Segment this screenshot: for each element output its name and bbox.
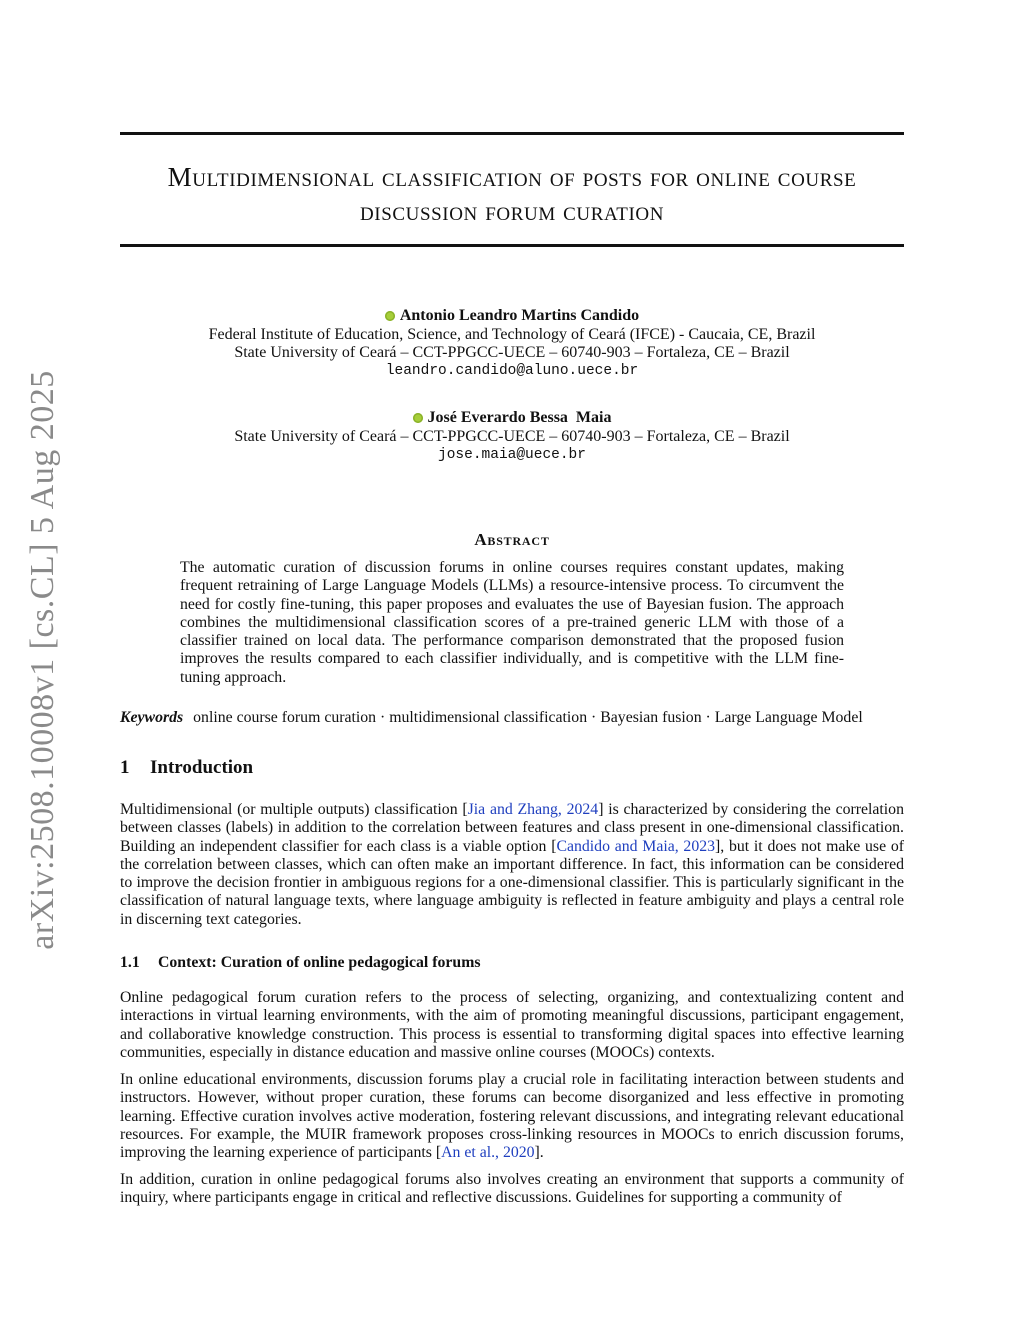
arxiv-identifier[interactable]: arXiv:2508.10008v1 [cs.CL] 5 Aug 2025 bbox=[24, 370, 61, 950]
abstract-text: The automatic curation of discussion forums in online courses requires constant updates, making frequent retraining of Large Language Models (LLMs) a resource-intensive process. To circumvent the need for costly fine-tuning, this paper proposes and evaluates the use of Bayesian fusion. The approach combines the multidimensional classification scores of a pre-trained generic LLM with those of a classifier trained on local data. The performance comparison demonstrated that the proposed fusion improves the results compared to each classifier individually, and is competitive with the LLM fine-tuning approach. bbox=[180, 559, 844, 686]
context-paragraph: In addition, curation in online pedagogical forums also involves creating an environment that supports a community of inquiry, where participants engage in critical and reflective discussions. Guidelines for supporting a community of bbox=[120, 1171, 904, 1207]
author-name bbox=[385, 307, 639, 325]
author-affiliation: State University of Ceará – CCT-PPGCC-UECE – 60740-903 – Fortaleza, CE – Brazil bbox=[234, 428, 790, 445]
orcid-icon[interactable] bbox=[413, 413, 423, 423]
intro-paragraph bbox=[120, 801, 904, 929]
section-title: Introduction bbox=[150, 757, 254, 778]
keywords-line bbox=[120, 709, 904, 727]
text-run: ] is characterized by considering the correlation between classes (labels) in addition to the correlation between features and class present in one-dimensional classification. Building an independent classifier for each class is a viable option [ bbox=[120, 801, 904, 855]
author-name-text: José Everardo Bessa Maia bbox=[427, 409, 612, 426]
text-run: Multidimensional (or multiple outputs) classification [ bbox=[120, 801, 468, 818]
citation-link[interactable]: Jia and Zhang, 2024 bbox=[467, 801, 599, 818]
section-heading-introduction bbox=[120, 757, 253, 779]
keywords-label: Keywords bbox=[120, 709, 184, 726]
text-run: ]. bbox=[534, 1144, 544, 1162]
context-paragraph: Online pedagogical forum curation refers to the process of selecting, organizing, and contextualizing content and interactions in virtual learning environments, with the aim of promoting meaningful discussions, participant engagement, and collaborative knowledge construction. This process is essential to transforming digital spaces into effective learning communities, especially in distance education and massive online courses (MOOCs) contexts. bbox=[120, 989, 904, 1061]
subsection-title: Context: Curation of online pedagogical forums bbox=[158, 954, 481, 971]
author-affiliation: State University of Ceará – CCT-PPGCC-UECE – 60740-903 – Fortaleza, CE – Brazil bbox=[234, 344, 790, 361]
citation-link[interactable]: Candido and Maia, 2023 bbox=[556, 837, 716, 855]
title-rule-bottom bbox=[120, 244, 904, 247]
title-rule-top bbox=[120, 132, 904, 135]
author-email[interactable]: leandro.candido@aluno.uece.br bbox=[385, 363, 639, 379]
paper-title: Multidimensional classification of posts for online course discussion forum curation bbox=[167, 162, 857, 226]
section-number: 1 bbox=[120, 757, 130, 778]
subsection-heading-context bbox=[120, 954, 481, 972]
author-name bbox=[413, 409, 612, 427]
author-email[interactable]: jose.maia@uece.br bbox=[438, 447, 586, 463]
context-paragraph bbox=[120, 1071, 904, 1162]
author-name-text: Antonio Leandro Martins Candido bbox=[399, 307, 640, 324]
citation-link[interactable]: An et al., 2020 bbox=[441, 1144, 535, 1162]
text-run: ], but it does not make use of the correlation between classes, which can often make an important difference. In fact, this information can be considered to improve the decision frontier in ambiguous regions for a one-dimensional classifier. This is particularly significant in the classification of natural language texts, where language ambiguity is reflected in feature ambiguity and plays a central role in discerning text categories. bbox=[120, 837, 904, 928]
text-run: In online educational environments, discussion forums play a crucial role in facilitating interaction between students and instructors. However, without proper curation, these forums can become disorganized and less effective in promoting learning. Effective curation involves active moderation, fostering relevant discussions, and integrating relevant educational resources. For example, the MUIR framework proposes cross-linking resources in MOOCs to enrich discussion forums, improving the learning experience of participants [ bbox=[120, 1071, 904, 1162]
abstract-heading: Abstract bbox=[474, 530, 550, 549]
author-affiliation: Federal Institute of Education, Science, and Technology of Ceará (IFCE) - Caucaia, CE, Brazil bbox=[208, 326, 816, 343]
author-block bbox=[120, 409, 904, 464]
author-block bbox=[120, 307, 904, 380]
orcid-icon[interactable] bbox=[385, 311, 395, 321]
keywords-text: online course forum curation · multidimensional classification · Bayesian fusion · Large Language Model bbox=[193, 709, 863, 726]
subsection-number: 1.1 bbox=[120, 954, 140, 971]
